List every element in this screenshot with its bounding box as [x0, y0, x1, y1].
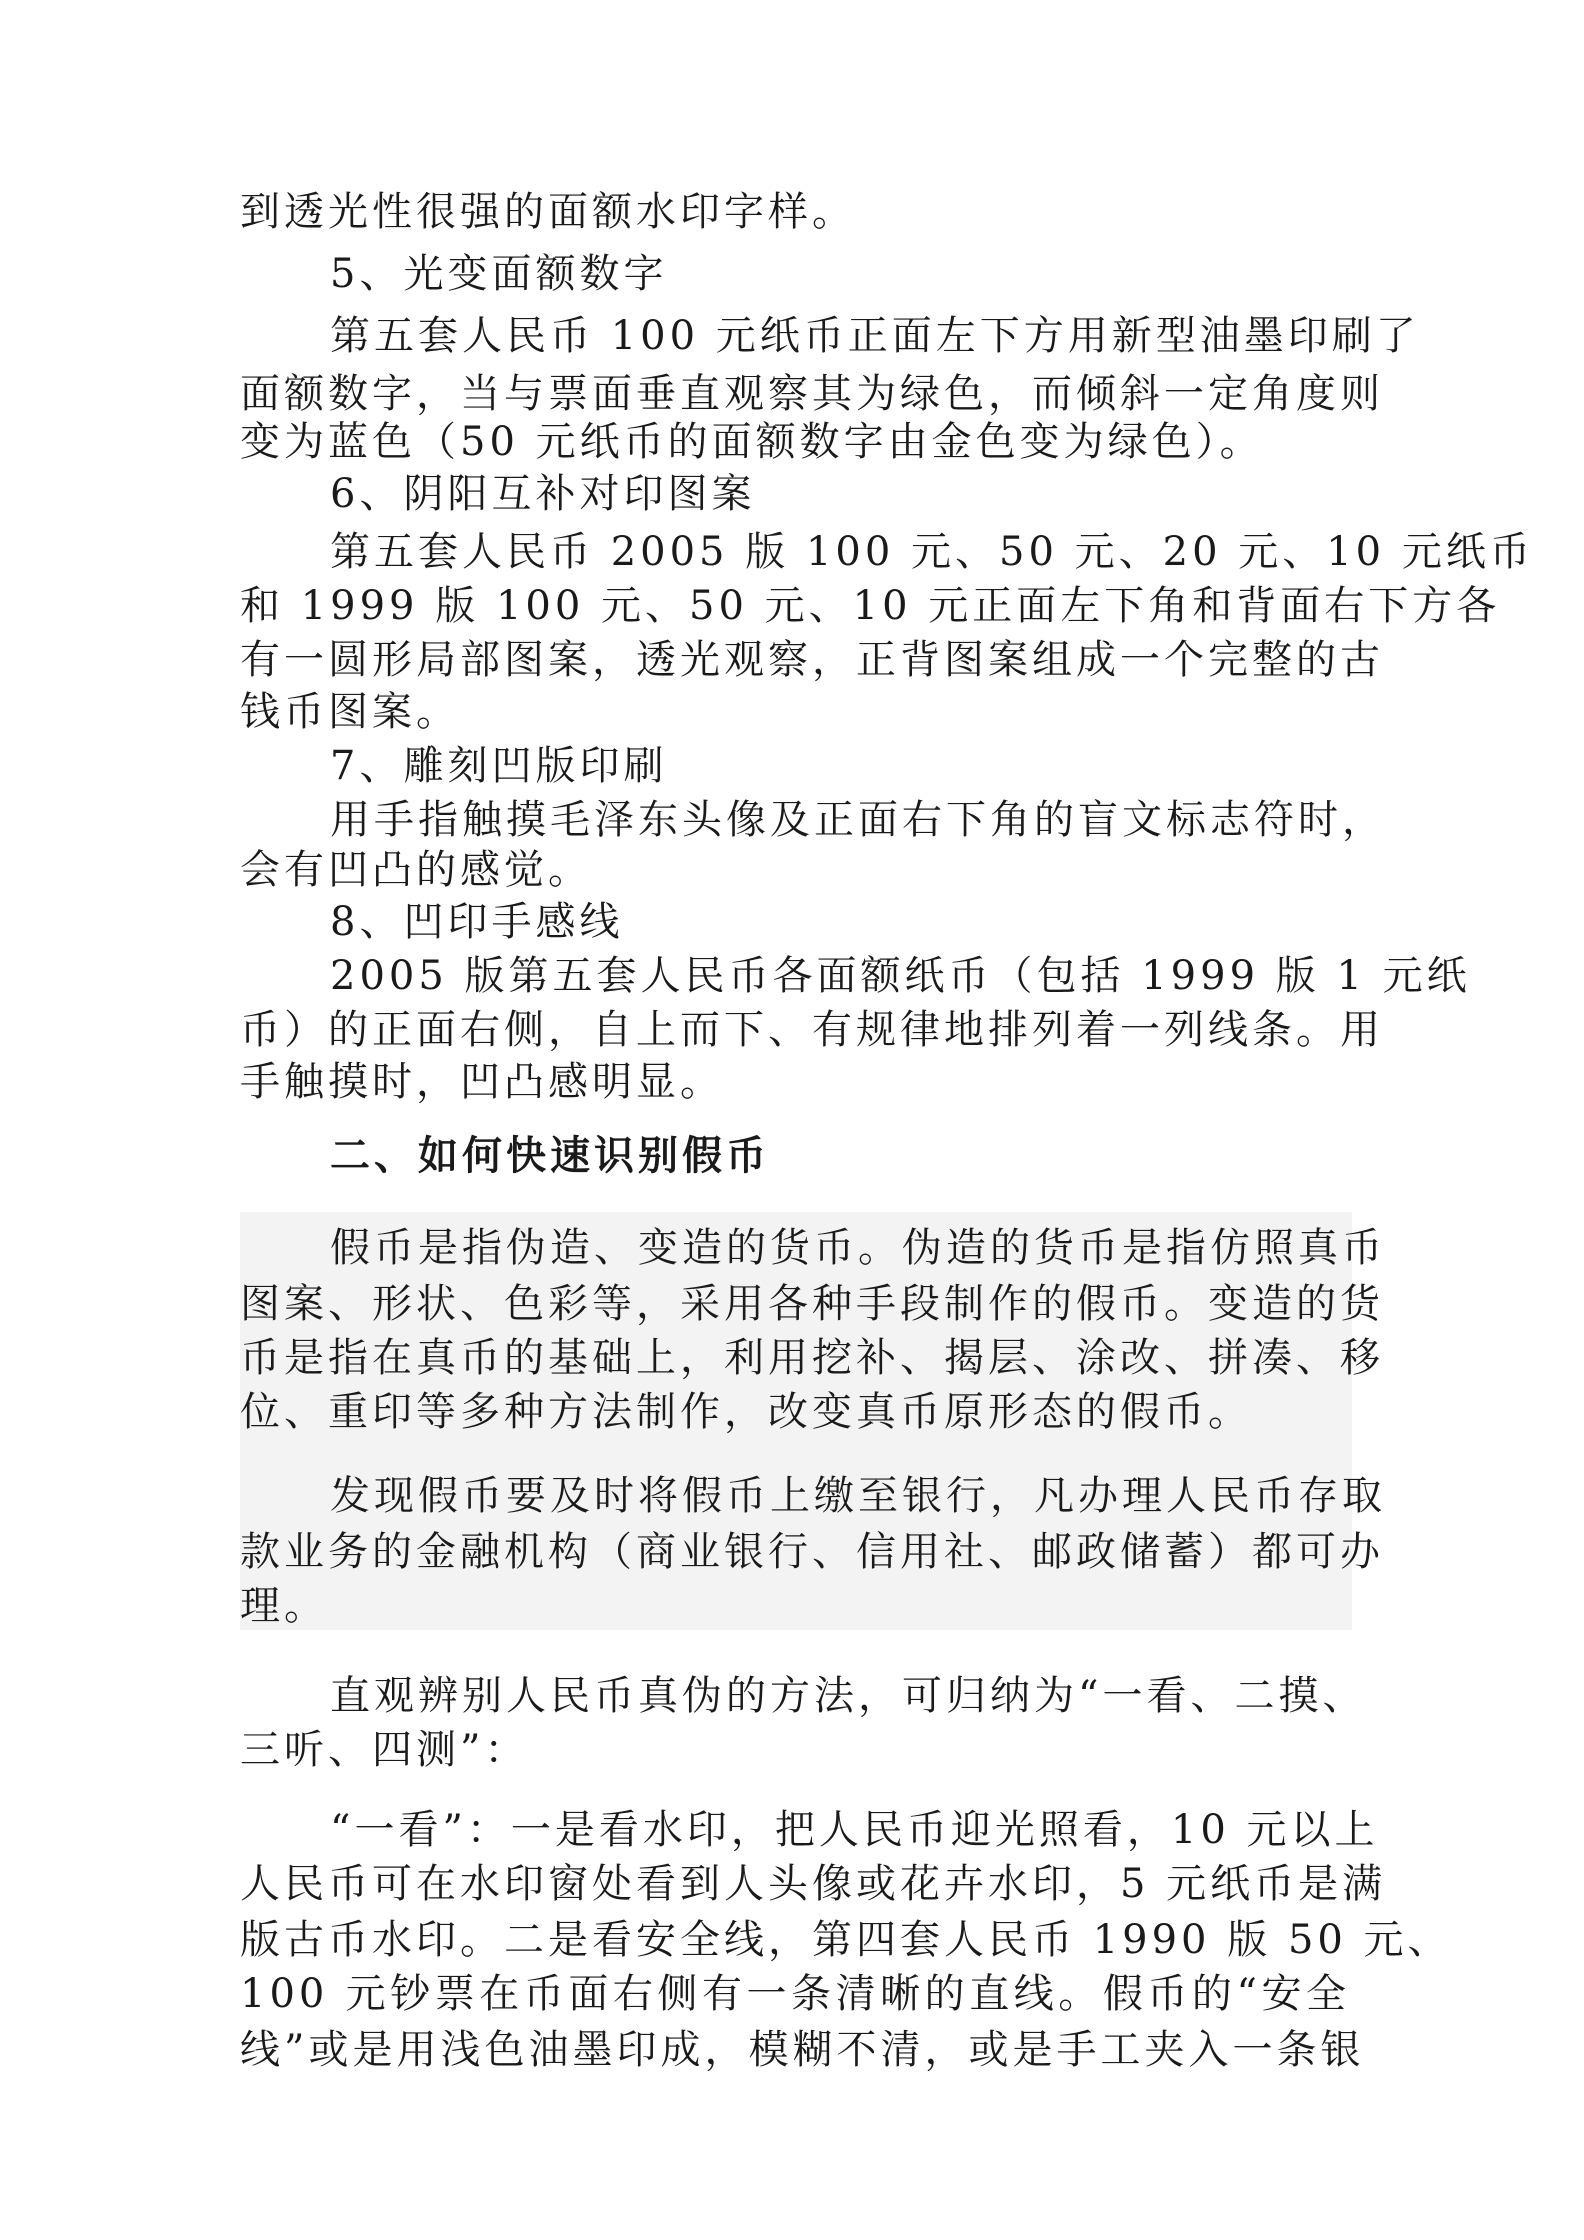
section-heading: 7、雕刻凹版印刷	[330, 743, 668, 789]
text-line: 和 1999 版 100 元、50 元、10 元正面左下角和背面右下方各	[240, 583, 1501, 629]
chapter-heading: 二、如何快速识别假币	[330, 1133, 770, 1179]
text-line: 有一圆形局部图案，透光观察，正背图案组成一个完整的古	[240, 637, 1384, 683]
text-line: 变为蓝色（50 元纸币的面额数字由金色变为绿色）。	[240, 419, 1264, 465]
text-line: 会有凹凸的感觉。	[240, 847, 592, 893]
section-heading: 8、凹印手感线	[330, 899, 624, 945]
text-line: 到透光性很强的面额水印字样。	[240, 189, 856, 235]
text-line: 币是指在真币的基础上，利用挖补、揭层、涂改、拼凑、移	[240, 1335, 1384, 1381]
text-line: 人民币可在水印窗处看到人头像或花卉水印，5 元纸币是满	[240, 1861, 1387, 1907]
text-line: 直观辨别人民币真伪的方法，可归纳为“一看、二摸、	[330, 1673, 1367, 1719]
text-line: 手触摸时，凹凸感明显。	[240, 1059, 724, 1105]
text-line: 2005 版第五套人民币各面额纸币（包括 1999 版 1 元纸	[330, 953, 1471, 999]
section-heading: 5、光变面额数字	[330, 251, 668, 297]
text-line: 三听、四测”：	[240, 1727, 529, 1773]
text-line: 用手指触摸毛泽东头像及正面右下角的盲文标志符时，	[330, 797, 1386, 843]
text-line: 图案、形状、色彩等，采用各种手段制作的假币。变造的货	[240, 1281, 1384, 1327]
text-line: “一看”：一是看水印，把人民币迎光照看，10 元以上	[330, 1807, 1379, 1853]
text-line: 线”或是用浅色油墨印成，模糊不清，或是手工夹入一条银	[240, 2027, 1365, 2073]
text-line: 币）的正面右侧，自上而下、有规律地排列着一列线条。用	[240, 1007, 1384, 1053]
text-line: 理。	[240, 1583, 328, 1629]
text-line: 发现假币要及时将假币上缴至银行，凡办理人民币存取	[330, 1473, 1386, 1519]
text-line: 面额数字，当与票面垂直观察其为绿色，而倾斜一定角度则	[240, 371, 1384, 417]
text-line: 款业务的金融机构（商业银行、信用社、邮政储蓄）都可办	[240, 1529, 1384, 1575]
section-heading: 6、阴阳互补对印图案	[330, 471, 756, 517]
text-line: 位、重印等多种方法制作，改变真币原形态的假币。	[240, 1389, 1252, 1435]
text-line: 第五套人民币 2005 版 100 元、50 元、20 元、10 元纸币	[330, 529, 1534, 575]
text-line: 100 元钞票在币面右侧有一条清晰的直线。假币的“安全	[240, 1971, 1350, 2017]
text-line: 钱币图案。	[240, 689, 460, 735]
text-line: 假币是指伪造、变造的货币。伪造的货币是指仿照真币	[330, 1225, 1386, 1271]
text-line: 版古币水印。二是看安全线，第四套人民币 1990 版 50 元、	[240, 1917, 1452, 1963]
text-line: 第五套人民币 100 元纸币正面左下方用新型油墨印刷了	[330, 313, 1420, 359]
